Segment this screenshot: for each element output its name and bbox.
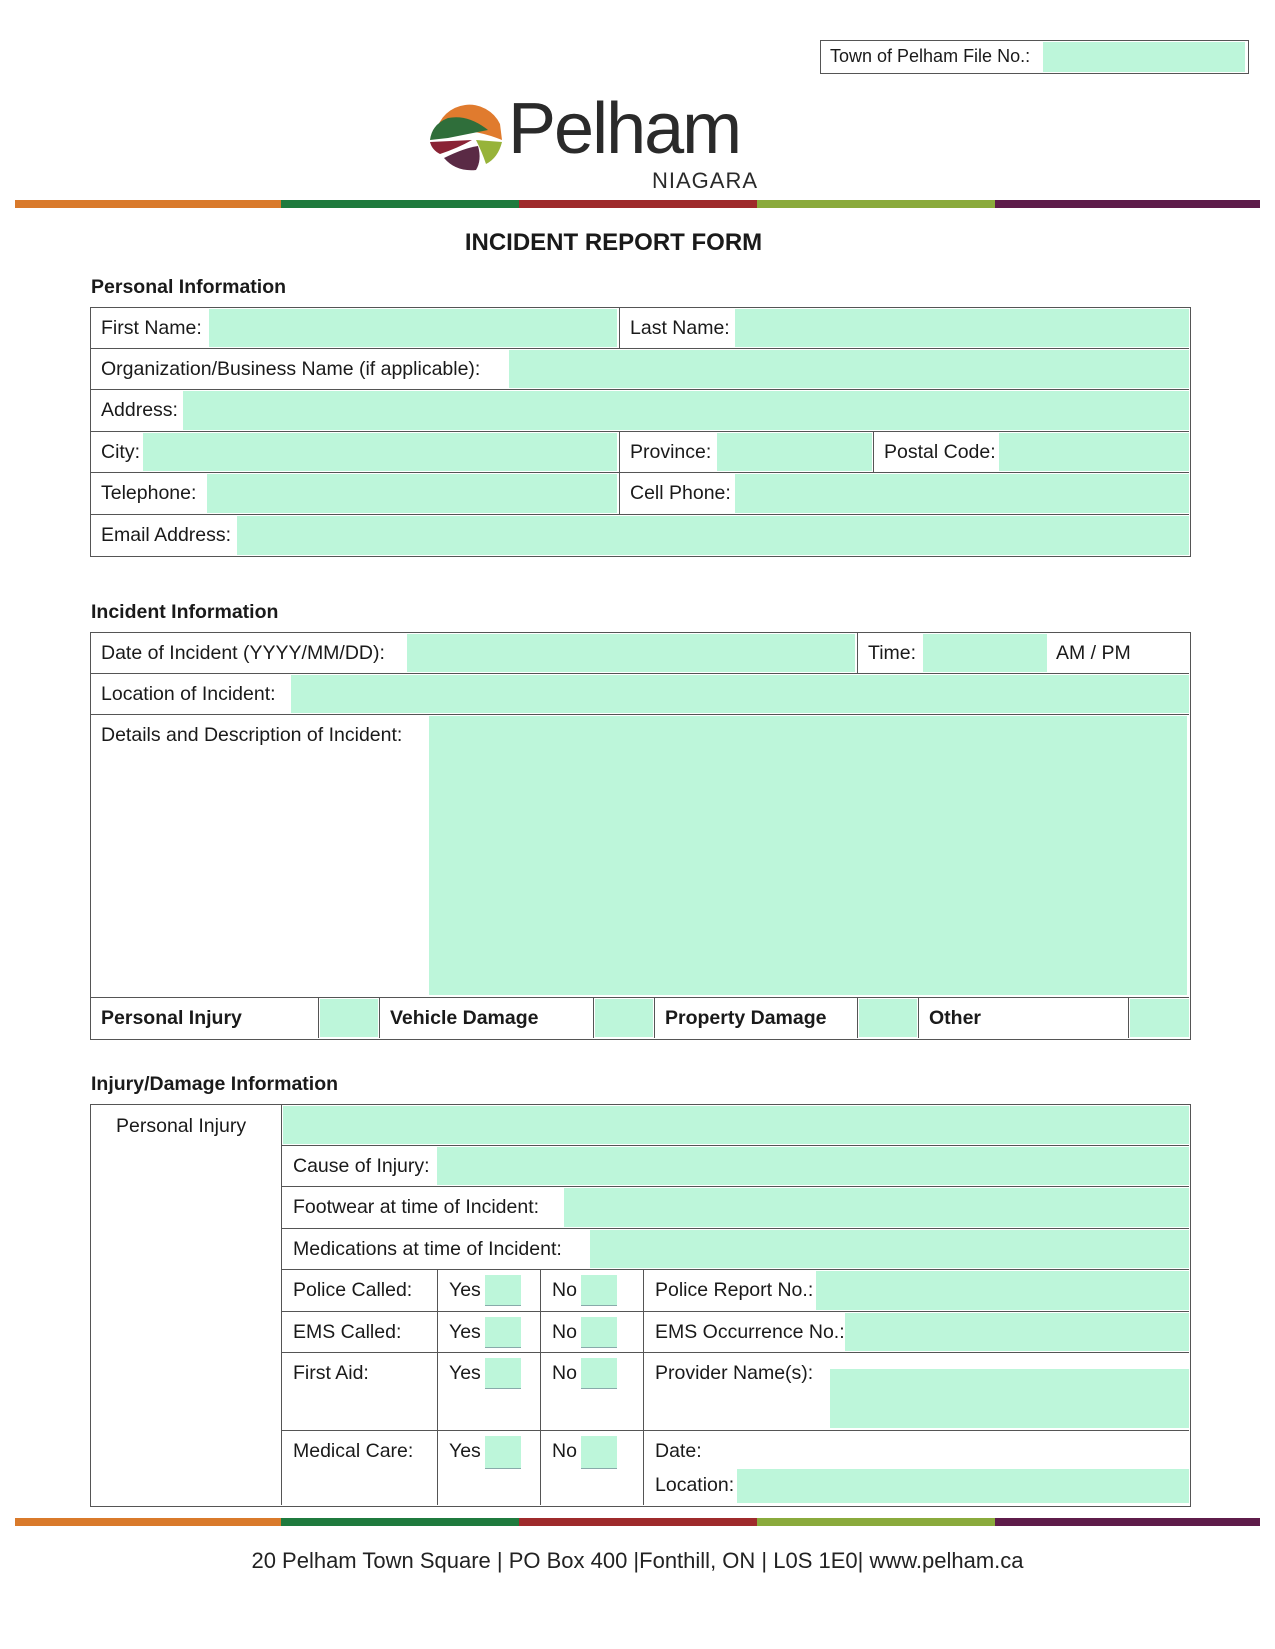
ems-occurrence-input[interactable] <box>845 1313 1189 1351</box>
cause-of-injury-label: Cause of Injury: <box>293 1155 430 1177</box>
footwear-input[interactable] <box>564 1188 1189 1227</box>
medical-no-label: No <box>552 1440 577 1462</box>
type-other-checkbox[interactable] <box>1130 999 1189 1037</box>
pelham-logo-mark <box>428 96 508 176</box>
ems-yes-checkbox[interactable] <box>485 1317 521 1348</box>
address-input[interactable] <box>183 391 1189 430</box>
type-vehicle-damage-label: Vehicle Damage <box>390 1007 539 1029</box>
provider-names-input[interactable] <box>830 1369 1189 1428</box>
incident-details-label: Details and Description of Incident: <box>101 724 403 746</box>
police-yes-checkbox[interactable] <box>485 1275 521 1306</box>
incident-date-label: Date of Incident (YYYY/MM/DD): <box>101 642 385 664</box>
file-number-input[interactable] <box>1043 42 1245 72</box>
ems-yes-label: Yes <box>449 1321 481 1343</box>
ems-called-label: EMS Called: <box>293 1321 402 1343</box>
incident-time-label: Time: <box>868 642 917 664</box>
incident-info-table <box>90 632 1191 1040</box>
footer-address: 20 Pelham Town Square | PO Box 400 |Fonthill, ON | L0S 1E0| www.pelham.ca <box>251 1548 1024 1573</box>
city-label: City: <box>101 441 140 463</box>
first-aid-no-checkbox[interactable] <box>581 1358 617 1389</box>
provider-names-label: Provider Name(s): <box>655 1362 814 1384</box>
police-called-label: Police Called: <box>293 1279 413 1301</box>
first-name-input[interactable] <box>209 309 617 347</box>
pelham-logo <box>428 89 768 193</box>
incident-location-input[interactable] <box>291 675 1189 713</box>
type-other-label: Other <box>929 1007 982 1029</box>
cause-of-injury-input[interactable] <box>437 1147 1189 1185</box>
first-aid-yes-checkbox[interactable] <box>485 1358 521 1389</box>
city-input[interactable] <box>143 433 617 471</box>
medications-label: Medications at time of Incident: <box>293 1238 562 1260</box>
footwear-label: Footwear at time of Incident: <box>293 1196 540 1218</box>
province-label: Province: <box>630 441 712 463</box>
postal-code-label: Postal Code: <box>884 441 996 463</box>
medical-yes-checkbox[interactable] <box>485 1436 521 1469</box>
logo-wordmark: Pelham <box>508 89 741 169</box>
address-label: Address: <box>101 399 178 421</box>
last-name-label: Last Name: <box>630 317 730 339</box>
police-report-input[interactable] <box>816 1271 1189 1310</box>
type-personal-injury-label: Personal Injury <box>101 1007 242 1029</box>
first-aid-yes-label: Yes <box>449 1362 481 1384</box>
medical-care-label: Medical Care: <box>293 1440 414 1462</box>
injury-info-table <box>90 1104 1191 1507</box>
ems-no-checkbox[interactable] <box>581 1317 617 1348</box>
province-input[interactable] <box>717 433 872 471</box>
incident-location-label: Location of Incident: <box>101 683 276 705</box>
personal-info-heading: Personal Information <box>91 276 287 298</box>
logo-subtitle: NIAGARA <box>652 168 759 193</box>
medical-location-label: Location: <box>655 1474 735 1496</box>
police-report-label: Police Report No.: <box>655 1279 814 1301</box>
police-no-label: No <box>552 1279 577 1301</box>
injury-personal-injury-label: Personal Injury <box>116 1115 247 1137</box>
type-vehicle-damage-checkbox[interactable] <box>595 999 653 1037</box>
organization-label: Organization/Business Name (if applicable): <box>101 358 481 380</box>
last-name-input[interactable] <box>735 309 1189 347</box>
police-no-checkbox[interactable] <box>581 1275 617 1306</box>
am-pm-label: AM / PM <box>1056 642 1131 664</box>
medications-input[interactable] <box>590 1230 1189 1268</box>
injury-info-heading: Injury/Damage Information <box>91 1073 339 1095</box>
cell-phone-input[interactable] <box>735 474 1189 513</box>
medical-no-checkbox[interactable] <box>581 1436 617 1469</box>
ems-no-label: No <box>552 1321 577 1343</box>
file-number-label: Town of Pelham File No.: <box>830 46 1031 66</box>
first-name-label: First Name: <box>101 317 202 339</box>
organization-input[interactable] <box>509 350 1189 388</box>
telephone-label: Telephone: <box>101 482 197 504</box>
form-title: INCIDENT REPORT FORM <box>464 229 763 256</box>
first-aid-no-label: No <box>552 1362 577 1384</box>
medical-date-label: Date: <box>655 1440 702 1462</box>
email-input[interactable] <box>237 516 1189 555</box>
file-number-box <box>820 40 1249 74</box>
first-aid-label: First Aid: <box>293 1362 369 1384</box>
medical-location-input[interactable] <box>737 1469 1189 1503</box>
telephone-input[interactable] <box>207 474 617 513</box>
personal-info-table <box>90 307 1191 557</box>
incident-details-textarea[interactable] <box>429 716 1187 995</box>
type-personal-injury-checkbox[interactable] <box>320 999 378 1037</box>
medical-yes-label: Yes <box>449 1440 481 1462</box>
incident-info-heading: Incident Information <box>91 601 279 623</box>
postal-code-input[interactable] <box>999 433 1189 471</box>
incident-date-input[interactable] <box>407 634 855 672</box>
email-label: Email Address: <box>101 524 232 546</box>
type-property-damage-checkbox[interactable] <box>859 999 917 1037</box>
incident-time-input[interactable] <box>923 634 1047 672</box>
ems-occurrence-label: EMS Occurrence No.: <box>655 1321 845 1343</box>
type-property-damage-label: Property Damage <box>665 1007 827 1029</box>
personal-injury-input[interactable] <box>283 1106 1189 1144</box>
cell-phone-label: Cell Phone: <box>630 482 731 504</box>
police-yes-label: Yes <box>449 1279 481 1301</box>
